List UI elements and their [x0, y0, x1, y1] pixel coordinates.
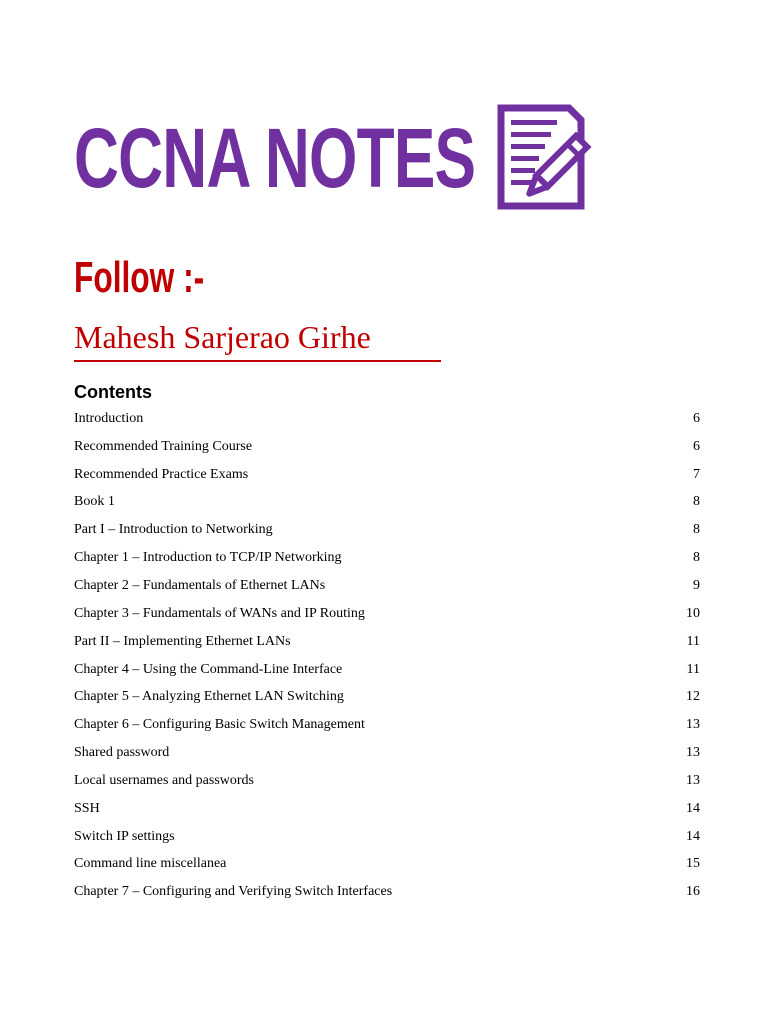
- toc-entry-page: 10: [686, 605, 700, 621]
- toc-entry-page: 14: [686, 828, 700, 844]
- toc-entry[interactable]: [74, 851, 700, 879]
- toc-entry-page: 13: [686, 772, 700, 788]
- toc-entry[interactable]: [74, 767, 700, 795]
- toc-entry-title: Chapter 1 – Introduction to TCP/IP Networking: [74, 550, 342, 566]
- toc-entry[interactable]: [74, 711, 700, 739]
- toc-entry-title: Switch IP settings: [74, 828, 175, 844]
- table-of-contents: [74, 405, 700, 906]
- toc-entry[interactable]: [74, 433, 700, 461]
- toc-entry-page: 6: [693, 410, 700, 426]
- toc-entry-title: Chapter 2 – Fundamentals of Ethernet LANs: [74, 577, 326, 593]
- toc-entry-page: 7: [693, 466, 700, 482]
- toc-entry-title: SSH: [74, 800, 100, 816]
- toc-entry-title: Introduction: [74, 410, 144, 426]
- toc-entry[interactable]: [74, 516, 700, 544]
- toc-entry-title: Part II – Implementing Ethernet LANs: [74, 633, 291, 649]
- author-underline: [74, 360, 441, 362]
- toc-entry[interactable]: [74, 544, 700, 572]
- notes-pencil-icon: [497, 104, 603, 210]
- toc-entry-page: 9: [693, 577, 700, 593]
- toc-entry-page: 12: [686, 689, 700, 705]
- toc-entry-title: Recommended Training Course: [74, 438, 253, 454]
- toc-entry[interactable]: [74, 628, 700, 656]
- toc-entry[interactable]: [74, 795, 700, 823]
- toc-entry-page: 6: [693, 438, 700, 454]
- toc-entry-page: 15: [686, 856, 700, 872]
- toc-entry[interactable]: [74, 739, 700, 767]
- toc-entry-page: 16: [686, 884, 700, 900]
- toc-entry[interactable]: [74, 823, 700, 851]
- toc-entry-page: 8: [693, 550, 700, 566]
- toc-entry[interactable]: [74, 405, 700, 433]
- toc-entry-title: Chapter 5 – Analyzing Ethernet LAN Switching: [74, 689, 344, 705]
- toc-entry-page: 8: [693, 522, 700, 538]
- toc-entry[interactable]: [74, 572, 700, 600]
- toc-entry[interactable]: [74, 489, 700, 517]
- toc-entry[interactable]: [74, 878, 700, 906]
- toc-entry[interactable]: [74, 461, 700, 489]
- toc-entry-title: Book 1: [74, 494, 115, 510]
- toc-entry-page: 13: [686, 717, 700, 733]
- toc-entry-page: 13: [686, 745, 700, 761]
- toc-entry-page: 14: [686, 800, 700, 816]
- toc-entry-title: Chapter 6 – Configuring Basic Switch Management: [74, 717, 365, 733]
- toc-entry-title: Local usernames and passwords: [74, 772, 255, 788]
- toc-entry-title: Command line miscellanea: [74, 856, 227, 872]
- toc-entry[interactable]: [74, 683, 700, 711]
- follow-label: Follow :-: [74, 253, 205, 302]
- toc-entry-title: Chapter 4 – Using the Command-Line Interface: [74, 661, 343, 677]
- toc-entry-title: Recommended Practice Exams: [74, 466, 249, 482]
- toc-entry-page: 11: [686, 633, 700, 649]
- toc-entry-page: 8: [693, 494, 700, 510]
- toc-entry-title: Part I – Introduction to Networking: [74, 522, 273, 538]
- toc-entry-title: Chapter 3 – Fundamentals of WANs and IP Routing: [74, 605, 365, 621]
- document-title: CCNA NOTES: [74, 110, 476, 205]
- toc-entry[interactable]: [74, 656, 700, 684]
- contents-heading: Contents: [74, 382, 152, 402]
- toc-entry-page: 11: [686, 661, 700, 677]
- toc-entry-title: Chapter 7 – Configuring and Verifying Switch Interfaces: [74, 884, 393, 900]
- toc-entry[interactable]: [74, 600, 700, 628]
- toc-entry-title: Shared password: [74, 745, 170, 761]
- author-name: Mahesh Sarjerao Girhe: [74, 319, 371, 355]
